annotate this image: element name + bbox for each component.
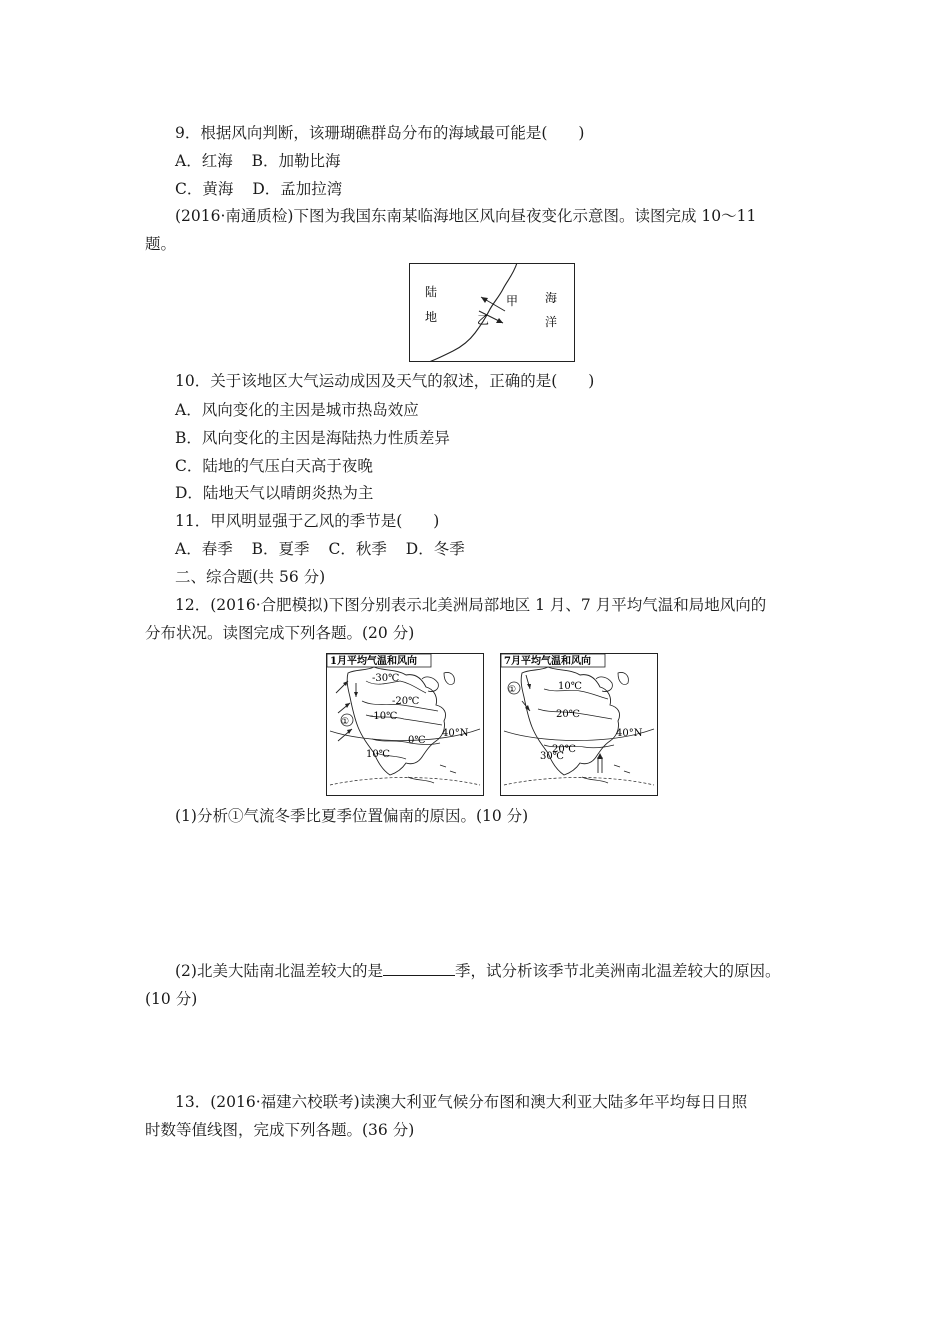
q9-option-a: A．红海 [175,152,233,170]
q9-options-row1 [175,151,355,171]
q10-stem: 10．关于该地区大气运动成因及天气的叙述，正确的是( ) [175,372,595,390]
intro-10-11-line2: 题。 [145,235,177,253]
land-label-2: 地 [425,310,438,324]
q12-sub2-lead: (2)北美大陆南北温差较大的是 [175,962,383,980]
sea-label-2: 洋 [545,315,558,329]
map-jul-title: 7月平均气温和风向 [504,656,591,667]
map-jan-latitude: 40°N [442,728,469,739]
answer-blank[interactable] [383,961,455,976]
q12-line2: 分布状况。读图完成下列各题。(20 分) [145,624,415,642]
map-jul-latitude: 40°N [616,728,643,739]
q13-line1: 13．(2016·福建六校联考)读澳大利亚气候分布图和澳大利亚大陆多年平均每日日照 [175,1093,748,1111]
q11-option-a: A．春季 [175,540,233,558]
map-jan-temp-3: -10℃ [370,711,398,722]
map-jul-marker: ① [508,685,517,695]
q10-option-c: C．陆地的气压白天高于夜晚 [175,457,373,475]
q10-option-a: A．风向变化的主因是城市热岛效应 [175,401,419,419]
map-jan-title: 1月平均气温和风向 [330,656,417,667]
q11-option-b: B．夏季 [251,540,310,558]
map-jan-temp-1: -30℃ [372,673,400,684]
map-jul-temp-2: 20℃ [556,709,580,720]
q10-option-b: B．风向变化的主因是海陆热力性质差异 [175,429,450,447]
q12-line1: 12．(2016·合肥模拟)下图分别表示北美洲局部地区 1 月、7 月平均气温和局地风向的 [175,596,767,614]
q9-option-d: D．孟加拉湾 [252,180,343,198]
q10-option-d: D．陆地天气以晴朗炎热为主 [175,484,374,502]
q9-options-row2 [175,179,356,199]
q12-sub1: (1)分析①气流冬季比夏季位置偏南的原因。(10 分) [175,807,529,825]
map-jan-temp-5: 10℃ [366,749,390,760]
wind-label-b: 乙 [477,313,490,327]
q11-options [175,539,479,559]
map-july [500,653,658,796]
section2-title: 二、综合题(共 56 分) [175,568,326,586]
land-label-1: 陆 [425,285,438,299]
map-jan-marker: ① [341,717,350,727]
intro-10-11-line1: (2016·南通质检)下图为我国东南某临海地区风向昼夜变化示意图。读图完成 10～11 [175,207,757,225]
sea-label-1: 海 [545,291,558,305]
q9-option-b: B．加勒比海 [251,152,341,170]
q12-sub2-tail: 季，试分析该季节北美洲南北温差较大的原因。 [454,962,781,980]
map-jul-temp-1: 10℃ [558,681,582,692]
q11-option-d: D．冬季 [405,540,465,558]
q13-line2: 时数等值线图，完成下列各题。(36 分) [145,1121,415,1139]
q11-option-c: C．秋季 [328,540,387,558]
map-january [326,653,484,796]
q9-option-c: C．黄海 [175,180,234,198]
q12-sub2 [175,961,780,981]
map-jan-temp-4: 0℃ [408,735,426,746]
map-jan-temp-2: -20℃ [392,696,420,707]
q9-stem: 9．根据风向判断，该珊瑚礁群岛分布的海域最可能是( ) [175,124,585,142]
wind-label-a: 甲 [506,294,519,308]
q12-sub2-score: (10 分) [145,990,198,1008]
map-jul-temp-4: 30℃ [540,751,564,762]
map-jul-temp-3: 20℃ [552,744,576,755]
coast-wind-figure [409,263,575,362]
q11-stem: 11．甲风明显强于乙风的季节是( ) [175,512,440,530]
